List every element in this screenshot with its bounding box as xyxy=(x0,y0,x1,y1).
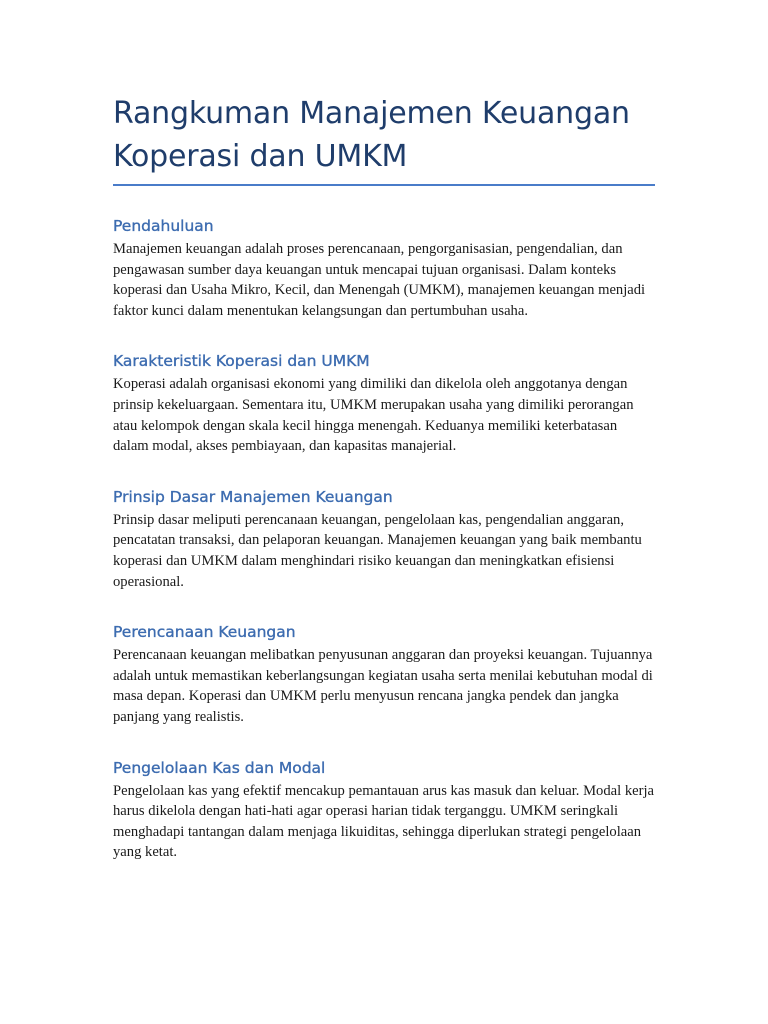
section-perencanaan xyxy=(113,622,655,727)
section-heading: Prinsip Dasar Manajemen Keuangan xyxy=(113,487,393,506)
section-heading: Pengelolaan Kas dan Modal xyxy=(113,758,326,777)
section-pendahuluan xyxy=(113,216,655,321)
section-body: Pengelolaan kas yang efektif mencakup pemantauan arus kas masuk dan keluar. Modal kerja harus dikelola dengan hati-hati agar operasi harian tidak terganggu. UMKM seringkali menghadapi tantangan dalam menjaga likuiditas, sehingga diperlukan strategi pengelolaan yang ketat. xyxy=(113,782,654,861)
title-underline xyxy=(113,184,655,186)
section-body: Koperasi adalah organisasi ekonomi yang dimiliki dan dikelola oleh anggotanya dengan prinsip kekeluargaan. Sementara itu, UMKM merupakan usaha yang dimiliki perorangan atau kelompok dengan skala kecil hingga menengah. Keduanya memiliki keterbatasan dalam modal, akses pembiayaan, dan kapasitas manajerial. xyxy=(113,376,634,455)
section-body: Prinsip dasar meliputi perencanaan keuangan, pengelolaan kas, pengendalian anggaran, pencatatan transaksi, dan pelaporan keuangan. Manajemen keuangan yang baik membantu koperasi dan UMKM dalam menghindari risiko keuangan dan meningkatkan efisiensi operasional. xyxy=(113,511,642,590)
section-prinsip-dasar xyxy=(113,487,655,592)
document-page xyxy=(113,92,655,893)
section-heading: Pendahuluan xyxy=(113,217,214,235)
section-heading: Karakteristik Koperasi dan UMKM xyxy=(113,352,370,371)
section-pengelolaan-kas xyxy=(113,758,655,863)
section-heading: Perencanaan Keuangan xyxy=(113,623,296,642)
document-title: Rangkuman Manajemen Keuangan Koperasi dan UMKM xyxy=(113,96,630,174)
section-body: Manajemen keuangan adalah proses perencanaan, pengorganisasian, pengendalian, dan pengawasan sumber daya keuangan untuk mencapai tujuan organisasi. Dalam konteks koperasi dan Usaha Mikro, Kecil, dan Menengah (UMKM), manajemen keuangan menjadi faktor kunci dalam menentukan kelangsungan dan pertumbuhan usaha. xyxy=(113,241,646,319)
section-body: Perencanaan keuangan melibatkan penyusunan anggaran dan proyeksi keuangan. Tujuannya adalah untuk memastikan keberlangsungan kegiatan usaha serta menilai kebutuhan modal di masa depan. Koperasi dan UMKM perlu menyusun rencana jangka pendek dan jangka panjang yang realistis. xyxy=(113,647,653,725)
section-karakteristik xyxy=(113,351,655,456)
